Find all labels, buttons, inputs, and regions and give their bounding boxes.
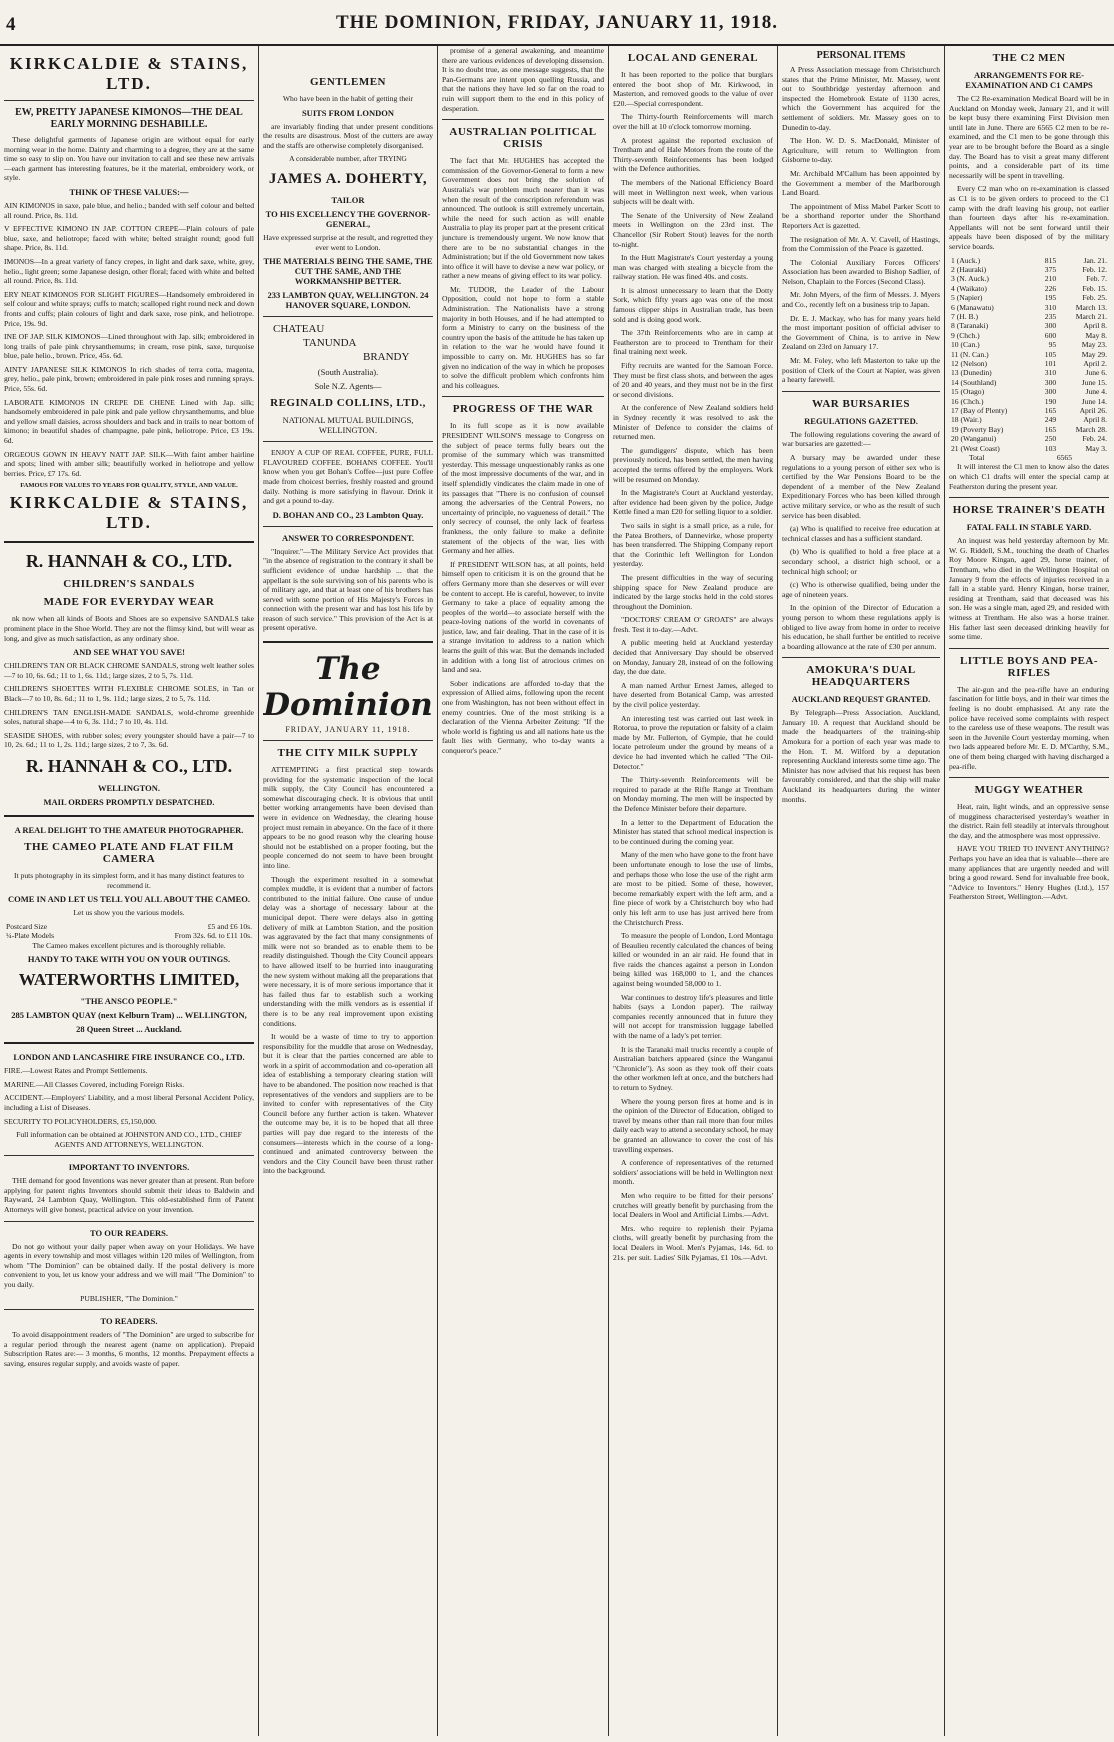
local-item-2: Many of the men who have gone to the front have been unfortunate enough to lose the use of limbs, and perhaps those who lose the use of the right arm are most to be pitied. Some of these, however, become remarkably expert with the left arm, and a fine piece of work by a Christchurch boy who had only his left arm to use has just arrived here from the Christchurch Press. [613, 850, 773, 927]
milk-heading: THE CITY MILK SUPPLY [277, 747, 419, 760]
personal-item: Mr. Archibald M'Callum has been appointed by the Government a member of the Marlborough Land Board. [782, 168, 940, 198]
c2-group-row-cell: 375 [1044, 264, 1057, 274]
chateau-agent: Sole N.Z. Agents— [314, 381, 382, 392]
personal-item: The Hon. W. D. S. MacDonald, Minister of Agriculture, will return to Wellington from Gisborne to-day. [782, 136, 940, 165]
personal-item: The resignation of Mr. A. V. Cavell, of Hastings, from the Commission of the Peace is gazetted. [782, 234, 940, 254]
personal-item: Mr. M. Foley, who left Masterton to take up the position of Clerk of the Court at Napier, was given a hearty farewell. [782, 356, 940, 385]
c2-group-row-cell: 3 (N. Auck.) [951, 274, 989, 284]
c2-group-table [949, 256, 1109, 454]
bursaries-paragraph: (a) Who is qualified to receive free education at technical classes and has a sufficient standard. [782, 524, 940, 543]
personal-item: The appointment of Miss Mabel Parker Scott to be a shorthand reporter under the Shorthand Reporters Act is gazetted. [782, 201, 940, 230]
readers-body: Do not go without your daily paper when away on your Holidays. We have agents in every township and most villages within 120 miles of Wellington, from whom "The Dominion" can be obtained daily. If the postal delivery is more convenient to you, let us know your address and we will mail "The Dominion" to you daily. [4, 1241, 254, 1290]
personal-item: Dr. E. J. Mackay, who has for many years held the most important position of official adviser to the Government of China, is to arrive in New Zealand on 23rd on January 17. [782, 313, 940, 352]
coffee-body: ENJOY A CUP OF REAL COFFEE, PURE, FULL FLAVOURED COFFEE. BOHANS COFFEE. You'll know when you get Bohan's Coffee—just pure Coffee made from choicest berries, freshly roasted and ground daily. Nothing is more satisfying in flavour. Drink it and get a pound to-day. [263, 448, 433, 506]
kimono-item: ERY NEAT KIMONOS FOR SLIGHT FIGURES—Handsomely embroidered in self colour and white sprays; cuffs to match; scalloped right round neck and down fronts and cuffs; plain colours of light and dark saxe, rose pink, and heliotrope. Price, 19s. 9d. [4, 289, 254, 328]
c2-group-row-cell: 226 [1044, 283, 1057, 293]
insurance-item: ACCIDENT.—Employers' Liability, and a most liberal Personal Accident Policy, including a List of Diseases. [4, 1093, 254, 1112]
c2-group-row-cell: 1 (Auck.) [951, 255, 981, 265]
c2-group-row-cell: 250 [1044, 434, 1057, 444]
camera-price-row [4, 931, 254, 940]
local-list-2 [613, 638, 773, 1262]
c2-group-row-cell: April 26. [1079, 406, 1107, 415]
c2-group-row [949, 265, 1109, 274]
sandal-item: CHILDREN'S TAN OR BLACK CHROME SANDALS, strong welt leather soles—7 to 10, 6s. 6d.; 11 to 1, 6s. 11d.; large sizes, 2 to 5, 7s. 11d. [4, 661, 254, 680]
c2-group-row [949, 397, 1109, 406]
local-item: The present difficulties in the way of securing shipping space for New Zealand produce are indicated by the large stocks held in the cold stores throughout the Dominion. [613, 572, 773, 611]
column-6 [949, 46, 1109, 1736]
waterworths-address: 285 LAMBTON QUAY (next Kelburn Tram) ... WELLINGTON, [11, 1010, 247, 1021]
local-item-2: Where the young person fires at home and is in the opinion of the Director of Education, obliged to travel by means other than rail more than four miles daily each way to attend a secondary school, he may be granted an allowance to cover the cost of his travelling expenses. [613, 1096, 773, 1154]
c2-group-row-cell: 10 (Can.) [951, 340, 980, 350]
milk-paragraph: It would be a waste of time to try to apportion responsibility for the muddle that arose on Wednesday, but it is clear that the parties concerned are able to work in a spirit of accommodation and co-operation all idea of establishing a temporary clearing station will have to be abandoned. The position now reached is that representatives of the vendors and suppliers are to be invited to confer with representatives of the City Council before any further action is taken. Whatever the outcome may be, it is to be hoped that all three parties will pay due regard to the interests of the consumers—interests which in the course of a long-continued and animated controversy between the vendors and the City Council have been thrust rather into the background. [263, 1032, 433, 1176]
bursaries-sub: REGULATIONS GAZETTED. [804, 415, 918, 426]
column-3 [442, 46, 604, 1736]
waterworths-title: WATERWORTHS LIMITED, [18, 970, 240, 990]
muggy-body: Heat, rain, light winds, and an oppressive sense of mugginess characterised yesterday's weather in the district. Rain fell steadily at intervals throughout the day, and the atmosphere was most oppressive. [949, 802, 1109, 840]
c2-group-row-cell: 101 [1044, 358, 1057, 368]
c2-group-row-cell: 600 [1044, 330, 1057, 340]
hannah-title: R. HANNAH & CO., LTD. [25, 551, 233, 572]
c2-group-row-cell: 300 [1044, 377, 1057, 387]
c2-group-row-cell: 8 (Taranaki) [951, 321, 989, 331]
column-4 [613, 46, 773, 1736]
local-item: The 37th Reinforcements who are in camp at Featherston are to proceed to Trentham for their final training next week. [613, 328, 773, 357]
readers-heading: TO OUR READERS. [89, 1227, 168, 1238]
c2-group-row-cell: 300 [1044, 387, 1057, 397]
c2-group-row-cell: 249 [1044, 415, 1057, 425]
coffee-address: D. BOHAN AND CO., 23 Lambton Quay. [272, 509, 424, 520]
local-item: Fifty recruits are wanted for the Samoan Force. They must be first class shots, and between the ages of 20 and 40 years, and they must not be in the first or second divisions. [613, 361, 773, 399]
kimono-item: LABORATE KIMONOS IN CREPE DE CHENE Lined with Jap. silk; handsomely embroidered in pale pink and pale yellow chrysanthemums, and blue and yellow small daisies, across shoulders and back and in trails to near bottom of kimono; in beautiful shades of champagne, pale pink, heliotrope. Price, £3 19s. 6d. [4, 397, 254, 446]
correspondent-body: "Inquirer."—The Military Service Act provides that "in the absence of registration to the contrary it shall be sufficient evidence of undue hardship ... that the appellant is the sole surviving son of his parents who is of military age, and that at least one of his brothers has served with some portion of His Majesty's Forces in connection with the present war and has lost his life by reason of such service." This provision of the Act is at present operative. [263, 546, 433, 633]
c2-group-row [949, 274, 1109, 283]
c2-group-row-cell: 210 [1044, 274, 1057, 284]
c2-group-row [949, 359, 1109, 368]
milk-body [263, 765, 433, 1176]
local-item: The gumdiggers' dispute, which has been previously noticed, has been settled, the men having accepted the terms offered by the employers. Work will be resumed on Monday. [613, 445, 773, 484]
kimono-headline: EW, PRETTY JAPANESE KIMONOS—THE DEAL EARLY MORNING DESHABILLE. [15, 107, 243, 130]
australian-paragraph: The fact that Mr. HUGHES has accepted the commission of the Governor-General to form a new Government does not bring the solution of Australia's war problem much nearer than it was when the result of the conscription referendum was announced. The outlook is still extremely uncertain, while the need for such action as will enable Australia to play its proper part at the present critical juncture is tremendously urgent. We now know that there are to be no substantial changes in the Administration; but if the old Government now takes into office it will have to devise a new war policy, or rather a new means of giving effect to its war policy. [442, 156, 604, 281]
c2-group-row-cell: 165 [1044, 406, 1057, 415]
c2-group-row [949, 378, 1109, 387]
insurance-list [4, 1066, 254, 1126]
c2-group-row-cell: June 4. [1085, 387, 1107, 397]
c2-group-row-cell: March 13. [1075, 302, 1107, 312]
insurance-title: LONDON AND LANCASHIRE FIRE INSURANCE CO., LTD. [13, 1052, 245, 1063]
c2-group-row-cell: Feb. 25. [1082, 293, 1107, 303]
c2-group-row [949, 312, 1109, 321]
amokura-body: By Telegraph—Press Association. Auckland, January 10. A request that Auckland should be made the headquarters of the training-ship Amokura for a portion of each year was made to the Hon. T. M. Wilford by a deputation representing Auckland interests some time ago. The Minister has now advised that his request has been favourably considered, and that the ship will make Auckland its headquarters during the winter months. [782, 708, 940, 804]
insurance-item: SECURITY TO POLICYHOLDERS, £5,150,000. [4, 1116, 157, 1126]
c2-group-row-cell: 190 [1044, 396, 1057, 406]
local-item-2: Mrs. who require to replenish their Pyjama cloths, will greatly benefit by purchasing from the local Dealers in Wool. Men's Pyjamas, 14s. 6d. to 21s. per suit. Ladies' Silk Pyjamas, £1 10s.—Advt. [613, 1223, 773, 1262]
camera-price-row-cell: ¼-Plate Models [6, 931, 55, 941]
c2-group-row-cell: 310 [1044, 302, 1057, 312]
war-body-2: Sober indications are afforded to-day that the expression of Allied aims, following upon the recent one from Washington, has not been without effect in enemy countries. One of the most striking is a declaration of the Vienna Arbeiter Zeitung: "If the whole world is fighting us and all nations hate us the fault lies with Germany, who to-day wants a conqueror's peace." [442, 678, 604, 755]
camera-price-row [4, 922, 254, 931]
dominion-nameplate: The Dominion [263, 651, 433, 724]
chateau-4: (South Australia). [317, 367, 379, 378]
c2-group-row-cell: 11 (N. Can.) [951, 349, 989, 359]
c2-group-row-cell: May 29. [1081, 349, 1107, 359]
local-item: In the Hutt Magistrate's Court yesterday a young man was charged with stealing a bicycle from the railway station. He was fined 40s. and costs. [613, 253, 773, 282]
c2-group-row-cell: 18 (Wair.) [951, 415, 982, 425]
c2-group-row-cell: 12 (Nelson) [951, 358, 988, 368]
chateau-2: TANUNDA [303, 337, 357, 350]
inventors-body: THE demand for good Inventions was never greater than at present. Run before applying for patent rights Inventors should submit their ideas to Baldwin and Rayward, 24 Lambton Quay, Wellington. This old-established firm of Patent Attorneys will give honest, practical advice on your invention. [4, 1176, 254, 1215]
c2-group-row-cell: Jan. 21. [1083, 255, 1107, 265]
local-item-2: A conference of representatives of the returned soldiers' associations will be held in Wellington next month. [613, 1158, 773, 1187]
milk-paragraph: Though the experiment resulted in a somewhat complex muddle, it is evident that a number of factors contributed to the initial failure. One cause of undue delay was a shortage of necessary labour at the municipal depot. There were delays also in getting delivery of milk at Lambton Station, and the position was aggravated by the fact that many consignments of milk were not so branded as to enable them to be readily distinguished. Though the City Council appears to have allowed itself to be hurried into inaugurating the new system without making all the preparations that were necessary, it is of more serious importance that it has failed thus far to establish such a working understanding with the milk vendors as is essential if there is to be any real improvement upon existing conditions. [263, 874, 433, 1028]
camera-price-row-cell: £5 and £6 10s. [207, 921, 252, 931]
insurance-item: FIRE.—Lowest Rates and Prompt Settlements. [4, 1066, 148, 1076]
war-heading: PROGRESS OF THE WAR [452, 403, 594, 416]
camera-price-row-cell: Postcard Size [6, 921, 48, 931]
chateau-3: BRANDY [363, 351, 410, 364]
hannah-mail: MAIL ORDERS PROMPTLY DESPATCHED. [43, 796, 215, 807]
horse-heading: HORSE TRAINER'S DEATH [952, 504, 1106, 517]
masthead [0, 0, 1114, 46]
war-paragraph: If PRESIDENT WILSON has, at all points, held himself open to criticism it is on the ground that he offers Germany more than she deserves or will ever be content to accept. He is careful, however, to invite Germany to take a place of equality among the peoples of the world—to associate herself with the peace-loving nations of the world in covenants of justice, law, and fair dealing. That in the case of it is a strange invitation to address to a nation which learns the guilt of this war. But the demands included in addition with a long list of atrocious crimes on land and sea. [442, 559, 604, 675]
dominion-date: FRIDAY, JANUARY 11, 1918. [285, 725, 411, 735]
chateau-reginald-2: NATIONAL MUTUAL BUILDINGS, WELLINGTON. [282, 415, 414, 436]
c2-group-row-cell: 310 [1044, 368, 1057, 378]
c2-group-row-cell: 17 (Bay of Plenty) [951, 406, 1008, 415]
local-item-2: Men who require to be fitted for their persons' crutches will greatly benefit by purchasing from the local Dealers in Wool and Artificial Limbs.—Advt. [613, 1190, 773, 1220]
c2-group-row [949, 293, 1109, 302]
camera-title: THE CAMEO PLATE AND FLAT FILM CAMERA [24, 840, 234, 865]
c2-group-row-cell: 235 [1044, 311, 1057, 321]
c2-group-row-cell: April 8. [1083, 321, 1107, 331]
col3-intro: promise of a general awakening, and meantime there are various evidences of developing dissension. It is no doubt true, as one message suggests, that the Pan-Germans are intent upon quelling Russia, and that the nations they have led so far on the road to ruin will support them to the end in this policy of desperation. [442, 46, 604, 113]
c2-group-row [949, 425, 1109, 434]
bursaries-paragraph: (b) Who is qualified to hold a free place at a secondary school, a district high school, or a technical high school; or [782, 547, 940, 576]
c2-group-row-cell: 19 (Poverty Bay) [951, 424, 1004, 434]
sandal-item: CHILDREN'S TAN ENGLISH-MADE SANDALS, wold-chrome greenhide soles, natural shape—4 to 6, 3s. 11d.; 7 to 10, 4s. 11d. [4, 707, 254, 727]
c2-group-row [949, 415, 1109, 424]
bursaries-paragraph: A bursary may be awarded under these regulations to a young person of either sex who is certified by the War Pensions Board to be the dependent of a member of the New Zealand Expeditionary Forces who has been killed through active military service, or who as the result of such service has been disabled. [782, 453, 940, 520]
c2-group-row [949, 350, 1109, 359]
c2-group-row [949, 303, 1109, 312]
c2-group-row [949, 331, 1109, 340]
c2-total-label: Total [969, 453, 985, 463]
war-body [442, 421, 604, 674]
bursaries-paragraph: The following regulations covering the award of war bursaries are gazetted:— [782, 429, 940, 449]
local-item: Two sails in sight is a small price, as a rule, for the Patea Brothers, of Dannevirke, whose property has been transferred. The Shipping Company report that the Corinthic left Wellington for London yesterday. [613, 520, 773, 569]
local-heading: LOCAL AND GENERAL [627, 52, 759, 64]
horse-sub: FATAL FALL IN STABLE YARD. [966, 522, 1092, 533]
c2-heading: THE C2 MEN [992, 52, 1066, 64]
australian-paragraph: Mr. TUDOR, the Leader of the Labour Opposition, could not hope to form a stable Administration. The Nationalists have a strong majority in both Houses, and if he had attempted to form a Ministry to carry on the business of the country upon the basis of the attitude he has taken up in relation to the war he would have found it impossible to carry on. Mr. HUGHES has so far given no indication of the way in which he proposes to solve the difficult problem which confronts him and his colleagues. [442, 284, 604, 390]
kimono-famous: FAMOUS FOR VALUES TO YEARS FOR QUALITY, STYLE, AND VALUE. [20, 482, 238, 490]
c2-group-row-cell: Feb. 7. [1086, 274, 1107, 284]
c2-group-row-cell: 14 (Southland) [951, 377, 997, 387]
c2-group-row-cell: March 21. [1075, 311, 1107, 321]
local-item-2: The Thirty-seventh Reinforcements will be required to parade at the Rifle Range at Trentham on Monday morning. The men will be inspected by the Defence Minister before their departure. [613, 775, 773, 813]
kimono-item: AINTY JAPANESE SILK KIMONOS In rich shades of terra cotta, magenta, grey, helio., pale pink, brown; embroidered in pale pink roses and running sprays. Price, 55s. 6d. [4, 364, 254, 394]
local-item-2: A public meeting held at Auckland yesterday decided that Anniversary Day should be observed on Monday, January 28, instead of on the following day, the due date. [613, 638, 773, 677]
gentlemen-body: Who have been in the habit of getting their [282, 94, 414, 103]
doherty-tailor: TAILOR [331, 194, 365, 205]
page-number: 4 [6, 14, 16, 35]
bursaries-body [782, 430, 940, 651]
c2-group-row [949, 321, 1109, 330]
local-item-2: War continues to destroy life's pleasures and little habits (says a London paper). The railway companies recently announced that in future they will not accept for transmission luggage labelled with the name of a lady's pet terrier. [613, 992, 773, 1041]
hannah-city: WELLINGTON. [98, 782, 160, 793]
readers2-heading: TO READERS. [100, 1316, 158, 1327]
c2-group-row-cell: 815 [1044, 255, 1057, 265]
muggy-heading: MUGGY WEATHER [974, 784, 1084, 797]
local-item: In the Magistrate's Court at Auckland yesterday, after evidence had been given by the police, Judge Kettle fined a man £20 for selling liquor to a soldier. [613, 488, 773, 517]
amokura-sub: AUCKLAND REQUEST GRANTED. [791, 694, 931, 705]
bursaries-paragraph: (c) Who is otherwise qualified, being under the age of nineteen years. [782, 580, 940, 599]
kimono-item: IMONOS—In a great variety of fancy crepes, in light and dark saxe, white, grey, helio., light green; some Japanese design, other floral; faced with white and belted all round. Price, 8s. 11d. [4, 256, 254, 286]
doherty-materials: THE MATERIALS BEING THE SAME, THE CUT THE SAME, AND THE WORKMANSHIP BETTER. [263, 256, 433, 287]
kimono-intro: These delightful garments of Japanese origin are without equal for early morning wear in the home. Dainty and charming to a degree, they are at the same time so easy to slip on. You have our invitation to call and see these new arrivals—each garment has interesting features, be it the material, embroidery work, or style. [4, 135, 254, 183]
australian-heading: AUSTRALIAN POLITICAL CRISIS [449, 126, 597, 151]
c2-group-row-cell: Feb. 24. [1082, 434, 1107, 444]
local-advert: "DOCTORS' CREAM O' GROATS" are always fresh. Test it to-day.—Advt. [613, 615, 773, 634]
waterworths-address-2: 28 Queen Street ... Auckland. [76, 1024, 182, 1035]
camera-note: The Cameo makes excellent pictures and is thoroughly reliable. [32, 940, 226, 950]
local-item: The members of the National Efficiency Board will meet in Wellington next week, when various subjects will be dealt with. [613, 177, 773, 207]
c2-group-row-cell: June 15. [1081, 377, 1107, 387]
c2-group-row [949, 284, 1109, 293]
c2-group-row-cell: 9 (Chch.) [951, 330, 980, 340]
sandals-subheading: MADE FOR EVERYDAY WEAR [43, 596, 215, 609]
c2-group-row-cell: April 8. [1083, 415, 1107, 425]
horse-body: An inquest was held yesterday afternoon by Mr. W. G. Riddell, S.M., touching the death of Charles Roy Moore Kingan, aged 29, horse trainer, of Trentham, who died in the Wellington Hospital on January 9 from the effects of injuries received in a fall in a stable yard. Henry Kingan, horse trainer, residing at Trentham, said that deceased was his son. He was a single man, aged 29, and resided with witness at Trentham. He also was a horse trainer. His father last seen deceased drinking heavily for some time. [949, 536, 1109, 642]
war-paragraph: In its full scope as it is now available PRESIDENT WILSON'S message to Congress on the subject of peace terms fully bears out the promise of the summary which was transmitted yesterday. This message unquestionably ranks as one of the most impressive documents of the war, and in itself splendidly vindicates the claim made in one of its passages that "There is no confusion of counsel among the adversaries of the Central Powers, no uncertainty of principle, no vagueness of detail." The only secrecy of counsel, the only lack of fearless frankness, the only failure to make a definite statement of the objects of the war, lies with Germany and her allies. [442, 421, 604, 556]
kimono-item: INE OF JAP. SILK KIMONOS—Lined throughout with Jap. silk; embroidered in long trails of pale pink chrysanthemums; in cream, rose pink, saxe, turquoise blue, pale helio., brown. Price, 45s. 6d. [4, 332, 254, 361]
c2-group-row-cell: May 23. [1081, 340, 1107, 350]
local-item-2: To measure the people of London, Lord Montagu of Beaulieu recently calculated the chances of being killed or wounded in an air raid. He found that in five raids the chances against a person in London being killed was 168,000 to 1, and the chances against being wounded 58,000 to 1. [613, 931, 773, 989]
c2-group-row-cell: 195 [1044, 293, 1057, 303]
c2-total: 6565 [1056, 453, 1073, 463]
c2-group-row-cell: 5 (Napier) [951, 293, 983, 303]
milk-paragraph: ATTEMPTING a first practical step towards providing for the systematic inspection of the local milk supply, the City Council has encountered a somewhat discouraging check. It is obvious that until better working arrangements have been devised than were in evidence on Wednesday, the clearing house project must remain in abeyance. On the face of it there appears to be no good reason why the clearing house should not be established on a proper footing, but the people concerned do not seem to have been brought into line. [263, 765, 433, 870]
newspaper-title: THE DOMINION, FRIDAY, JANUARY 11, 1918. [335, 12, 779, 33]
camera-price-row-cell: From 32s. 6d. to £11 10s. [174, 931, 252, 941]
insurance-agents: Full information can be obtained at JOHNSTON AND CO., LTD., CHIEF AGENTS AND ATTORNEYS, WELLINGTON. [16, 1130, 242, 1149]
correspondent-heading: ANSWER TO CORRESPONDENT. [281, 532, 414, 543]
c2-group-row-cell: 16 (Chch.) [951, 396, 984, 406]
little-body: The air-gun and the pea-rifle have an enduring fascination for little boys, and in their war times the feeling is no doubt emphasised. At any rate the police have received some complaints with respect to the careless use of these weapons. The result was seen in the Juvenile Court yesterday morning, when two lads appeared before Mr. E. D. M'Carthy, S.M., one of them being charged with having discharged a pea-rifle. [949, 684, 1109, 771]
column-2-lower [263, 1180, 433, 1736]
inventors-heading: IMPORTANT TO INVENTORS. [68, 1162, 190, 1173]
c2-group-row-cell: May 8. [1085, 330, 1107, 340]
camera-body: It puts photography in its simplest form, and it has many distinct features to recommend it. [14, 870, 244, 890]
local-item: It is almost unnecessary to learn that the Dotty Sork, which fifty years ago was one of the most famous clipper ships in Australian trade, has been sold and is doing good work. [613, 285, 773, 324]
personal-item: The Colonial Auxiliary Forces Officers' Association has been awarded to Bishop Sadlier, of Nelson, Chaplain to the Forces (Second Class). [782, 257, 940, 286]
local-item: A protest against the reported exclusion of Trentham and of Hale Motors from the route of the Thirty-seventh Reinforcements has been lodged with the Defence authorities. [613, 135, 773, 174]
c2-group-row [949, 406, 1109, 415]
c2-group-row-cell: 4 (Waikato) [951, 283, 987, 293]
sandal-item: SEASIDE SHOES, with rubber soles; every youngster should have a pair—7 to 10, 2s. 6d.; 11 to 1, 2s. 11d.; large sizes, 2 to 7, 3s. 6d. [4, 730, 254, 750]
c2-group-row-cell: Feb. 15. [1082, 283, 1107, 293]
chateau-1: CHATEAU [273, 323, 325, 336]
c2-group-row-cell: April 2. [1083, 358, 1107, 368]
camera-pre: A REAL DELIGHT TO THE AMATEUR PHOTOGRAPHER. [14, 824, 244, 835]
camera-range: Let us show you the various models. [73, 908, 185, 918]
bursaries-heading: WAR BURSARIES [812, 397, 910, 410]
chateau-reginald: REGINALD COLLINS, LTD., [270, 397, 426, 410]
local-item-2: It is the Taranaki mail trucks recently a couple of Australian batchers appeared (since the Wanganui "Chronicle"). As soon as they took off their coats the other workmen left at once, and the butchers had to return to Sydney. [613, 1044, 773, 1092]
camera-come: COME IN AND LET US TELL YOU ALL ABOUT THE CAMEO. [7, 894, 251, 905]
waterworths-sub: "THE ANSCO PEOPLE." [80, 996, 178, 1007]
c2-group-row-cell: 95 [1048, 340, 1057, 350]
c2-group-row [949, 444, 1109, 453]
camera-prices [4, 922, 254, 941]
c2-sub: ARRANGEMENTS FOR RE-EXAMINATION AND C1 CAMPS [965, 70, 1093, 90]
local-item: It has been reported to the police that burglars entered the boot shop of Mr. Kirkwood, in Masterton, and removed goods to the value of over £20.—Special correspondent. [613, 70, 773, 108]
insurance-item: MARINE.—All Classes Covered, including Foreign Risks. [4, 1079, 185, 1089]
personal-item: A Press Association message from Christchurch states that the Prime Minister, Mr. Massey, went out to Southbridge yesterday afternoon and inspected the Homebrook Estate of 1130 acres, which the Government has acquired for the settlement of soldiers. Mr. Massey goes on to Dunedin to-day. [782, 65, 940, 132]
c2-body-2: Every C2 man who on re-examination is classed as C1 is to be given orders to proceed to the C1 camp with the draft leaving his group, not earlier than fourteen days after his re-examination. Appellants will not be sent forward until their appeals have been disposed of by the military service boards. [949, 184, 1109, 251]
gentlemen-heading: GENTLEMEN [309, 76, 386, 88]
local-item-2: In a letter to the Department of Education the Minister has stated that school medical inspection is to be continued during the coming year. [613, 817, 773, 846]
column-1 [4, 46, 254, 1736]
column-5 [782, 46, 940, 1736]
c2-group-row [949, 387, 1109, 396]
australian-body [442, 156, 604, 390]
gentlemen-body-3: A considerable number, after TRYING [289, 154, 407, 164]
kimono-item: AIN KIMONOS in saxe, pale blue, and helio.; banded with self colour and belted all round. Price, 8s. 11d. [4, 200, 254, 220]
c2-group-row-cell: March 28. [1075, 424, 1107, 434]
c2-group-row-cell: 20 (Wanganui) [951, 434, 997, 444]
kimono-think: THINK OF THESE VALUES:— [69, 186, 189, 197]
c2-group-row-cell: 6 (Manawatu) [951, 302, 994, 312]
c2-group-row [949, 368, 1109, 377]
kimono-item: V EFFECTIVE KIMONO IN JAP. COTTON CREPE—Plain colours of pale blue, saxe, and heliotrope; faced with white; belted straight round; good full shape. Price, 8s. 11d. [4, 224, 254, 253]
c2-group-row-cell: May 3. [1085, 443, 1107, 453]
amokura-heading: AMOKURA'S DUAL HEADQUARTERS [806, 664, 916, 689]
c2-group-row [949, 256, 1109, 265]
c2-total-row [949, 453, 1109, 462]
suits-heading: SUITS FROM LONDON [301, 107, 395, 118]
personal-list [782, 65, 940, 385]
kirkcaldie-footer: KIRKCALDIE & STAINS, LTD. [9, 493, 249, 533]
personal-heading: PERSONAL ITEMS [816, 50, 906, 61]
doherty-address: 233 LAMBTON QUAY, WELLINGTON. 24 HANOVER SQUARE, LONDON. [267, 290, 429, 311]
local-list [613, 70, 773, 611]
c2-group-row-cell: June 14. [1081, 396, 1107, 406]
bursaries-paragraph: In the opinion of the Director of Education a young person to whom these regulations apply is obliged to live away from home in order to receive his education, he shall further be entitled to receive a boarding allowance at the rate of £30 per annum. [782, 603, 940, 651]
muggy-advert: HAVE YOU TRIED TO INVENT ANYTHING? Perhaps you have an idea that is valuable—there are many appliances that are urgently needed and will bring a good reward. Send for invaluable free book, "Advice to Inventors." Henry Hughes (Ltd.), 157 Featherston Street, Wellington.—Advt. [949, 844, 1109, 902]
c2-group-row-cell: 13 (Dunedin) [951, 368, 992, 378]
camera-handy: HANDY TO TAKE WITH YOU ON YOUR OUTINGS. [27, 954, 231, 965]
c2-group-row-cell: 105 [1044, 349, 1057, 359]
readers-publisher: PUBLISHER, "The Dominion." [80, 1293, 178, 1303]
local-item: The Thirty-fourth Reinforcements will march over the hill at 10 o'clock tomorrow morning. [613, 112, 773, 131]
c2-group-row [949, 434, 1109, 443]
hannah-footer: R. HANNAH & CO., LTD. [25, 755, 233, 776]
personal-item: Mr. John Myers, of the firm of Messrs. J. Myers and Co., recently left on a business trip to Japan. [782, 290, 940, 310]
sandal-item: CHILDREN'S SHOETTES WITH FLEXIBLE CHROME SOLES, in Tan or Black—7 to 10, 8s. 6d.; 11 to 1, 9s. 11d.; large sizes, 2 to 5, 7s. 11d. [4, 684, 254, 703]
c2-group-row-cell: 7 (H. B.) [951, 311, 978, 321]
c2-group-row-cell: Feb. 12. [1082, 264, 1107, 274]
c2-group-row-cell: June 6. [1085, 368, 1107, 378]
c2-group-row-cell: 21 (West Coast) [951, 443, 1000, 453]
doherty-excellency: TO HIS EXCELLENCY THE GOVERNOR-GENERAL, [265, 208, 431, 229]
sandals-list [4, 661, 254, 750]
kimono-list [4, 201, 254, 478]
c2-body: The C2 Re-examination Medical Board will be in Auckland on Monday week, January 21, and it will be kept busy there examining First Division men until late in June. There are 6565 C2 men to be re-examined, and the C1 men to be gone through this year are to be brought before the Board as a single day. The Board has to visit a great many different points, and a considerable part of its time necessarily will be spent in travelling. [949, 94, 1109, 180]
local-item: At the conference of New Zealand soldiers held in Sydney recently it was resolved to ask the Minister of Defence to consider the claims of returned men. [613, 403, 773, 442]
c2-group-row [949, 340, 1109, 349]
kimono-item: ORGEOUS GOWN IN HEAVY NATT JAP. SILK—With faint amber hairline and spots; lined with amber silk; beautifully worked in heliotrope and yellow berries. Price, £7 17s. 6d. [4, 449, 254, 478]
local-item-2: An interesting test was carried out last week in Rotorua, to prove the reputation or falsity of a claim made by Mr. Fullerton, of Gympie, that he could locate petroleum under the ground by means of a device he had invented which he called "The Oil-Detector." [613, 713, 773, 771]
little-heading: LITTLE BOYS AND PEA-RIFLES [959, 654, 1099, 679]
gentlemen-body-2: are invariably finding that under present conditions the results are disastrous. Most of the cutters are away and the staffs are otherwise completely disorganised. [263, 121, 433, 150]
kirkcaldie-title: KIRKCALDIE & STAINS, LTD. [9, 54, 249, 93]
doherty-name: JAMES A. DOHERTY, [268, 170, 428, 187]
c2-group-row-cell: 165 [1044, 424, 1057, 434]
c2-group-row-cell: 103 [1044, 443, 1057, 453]
readers2-body: To avoid disappointment readers of "The Dominion" are urged to subscribe for a regular period through the nearest agent (name on application). Prepaid Subscription Rates are:— 3 months, 6 months, 12 months. Prepayment effects a saving, ensures regular supply, and avoids waste of paper. [4, 1330, 254, 1368]
local-item: The Senate of the University of New Zealand meets in Wellington on the 23rd inst. The Chancellor (Sir Robert Stout) leaves for the north to-night. [613, 210, 773, 249]
c2-body-3: It will interest the C1 men to know also the dates on which C1 drafts will enter the special camp at Featherston during the present year. [949, 462, 1109, 491]
sandals-see: AND SEE WHAT YOU SAVE! [73, 647, 185, 658]
doherty-body: Have expressed surprise at the result, and regretted they ever went to London. [263, 232, 433, 252]
c2-group-row-cell: 2 (Hauraki) [951, 264, 987, 274]
local-item-2: A man named Arthur Ernest James, alleged to have deserted from Botanical Camp, was arrested by the civil police yesterday. [613, 680, 773, 710]
c2-group-row-cell: 15 (Otago) [951, 387, 985, 397]
sandals-heading: CHILDREN'S SANDALS [63, 578, 195, 591]
c2-group-row-cell: 300 [1044, 321, 1057, 331]
sandals-intro: nk now when all kinds of Boots and Shoes are so expensive SANDALS take prominent place in the Shoe World. They are not the flimsy kind, but will wear as long, and give as much satisfaction, as any ordinary shoe. [4, 614, 254, 643]
